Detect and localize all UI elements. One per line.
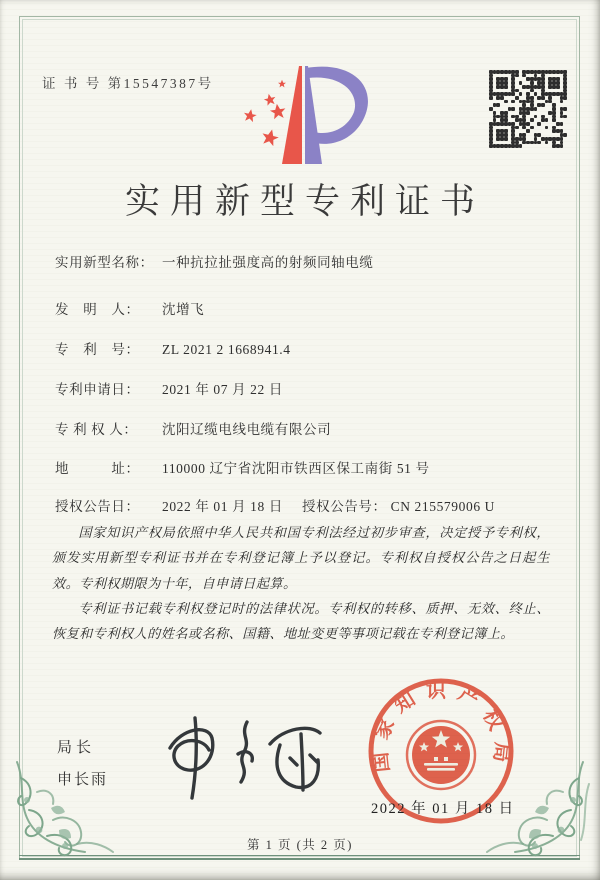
- director-name: 申长雨: [57, 772, 109, 788]
- field-label: 实用新型名称：: [55, 255, 154, 270]
- certificate-title: 实用新型专利证书: [124, 182, 485, 221]
- seal-date: 2022 年 01 月 18 日: [371, 801, 515, 817]
- field-value: 110000 辽宁省沈阳市铁西区保工南街 51 号: [161, 461, 430, 476]
- field-value: 2022 年 01 月 18 日: [161, 499, 283, 514]
- field-label: 授权公告号：: [302, 499, 387, 514]
- field-label: 发 明 人：: [55, 302, 140, 317]
- field-row-grant: [55, 495, 495, 515]
- director-signature-icon: [152, 710, 332, 810]
- legal-paragraph-1: 国家知识产权局依照中华人民共和国专利法经过初步审查，决定授予专利权，颁发实用新型专利证书并在专利登记簿上予以登记。专利权自授权公告之日起生效。专利权期限为十年，自申请日起算。: [52, 525, 550, 591]
- field-value: 2021 年 07 月 22 日: [161, 382, 283, 397]
- field-row-name: [55, 251, 373, 271]
- field-label: 授权公告日：: [55, 499, 140, 514]
- field-label: 专 利 号：: [55, 342, 140, 357]
- certificate-number: 证 书 号 第15547387号: [42, 76, 214, 91]
- national-emblem: [412, 726, 470, 784]
- field-label: 专 利 权 人：: [55, 422, 138, 437]
- field-row-filing-date: [55, 378, 283, 398]
- seal-text: 国家知识产权局: [368, 680, 514, 774]
- legal-paragraph-2: 专利证书记载专利权登记时的法律状况。专利权的转移、质押、无效、终止、恢复和专利权人的姓名或名称、国籍、地址变更等事项记载在专利登记簿上。: [52, 601, 550, 642]
- field-value: 沈阳辽缆电线电缆有限公司: [161, 422, 332, 437]
- cnipa-logo-icon: [226, 60, 388, 174]
- field-row-patent-no: [55, 338, 291, 358]
- field-label: 专利申请日：: [55, 382, 140, 397]
- field-row-inventor: [55, 298, 204, 318]
- field-value: CN 215579006 U: [390, 499, 495, 514]
- director-title: 局长: [57, 740, 96, 756]
- field-value: 沈增飞: [161, 302, 205, 317]
- field-value: ZL 2021 2 1668941.4: [161, 342, 291, 357]
- field-value: 一种抗拉扯强度高的射频同轴电缆: [161, 255, 374, 270]
- page-footer: 第 1 页 (共 2 页): [247, 838, 353, 852]
- legal-text-block: [52, 520, 550, 647]
- field-row-address: [55, 457, 430, 477]
- grant-number-group: [302, 495, 495, 515]
- field-row-patentee: [55, 418, 331, 438]
- qr-code: [489, 70, 567, 148]
- field-label: 地 址：: [55, 461, 140, 476]
